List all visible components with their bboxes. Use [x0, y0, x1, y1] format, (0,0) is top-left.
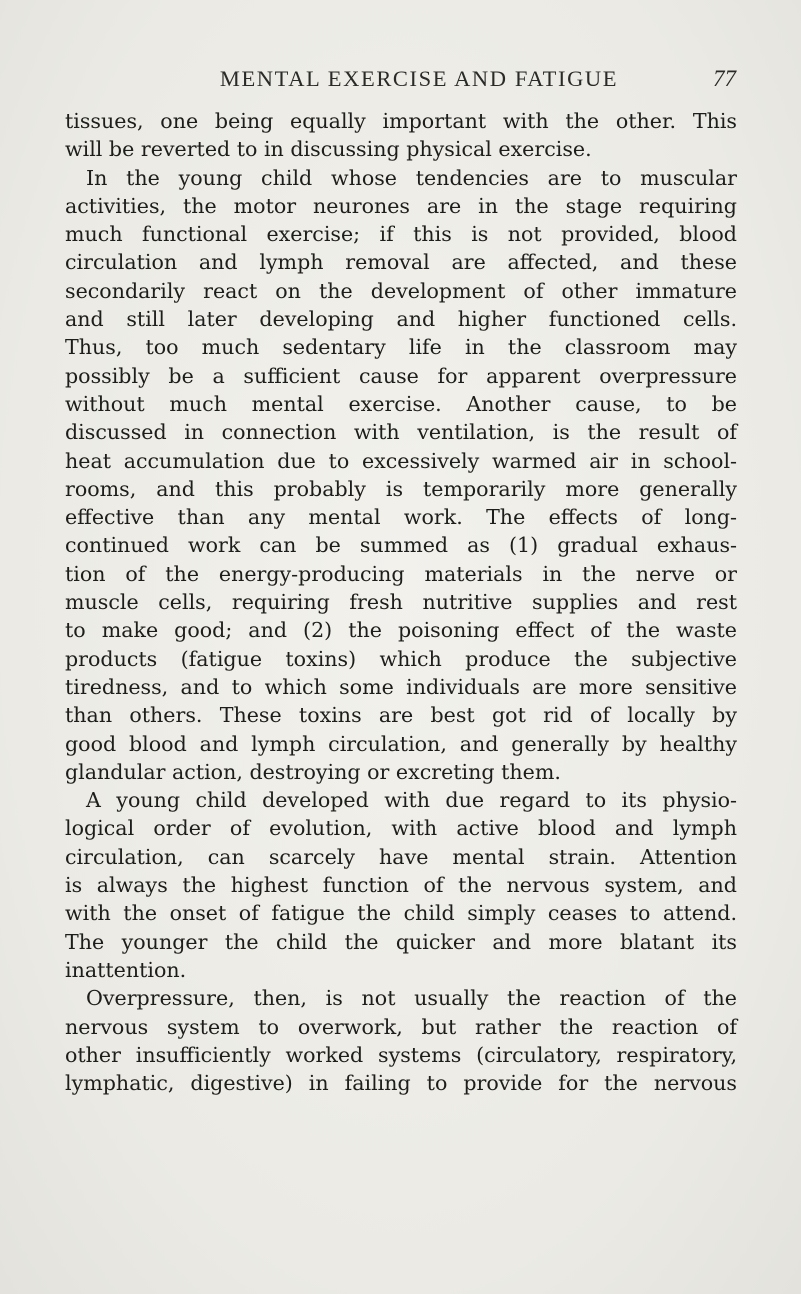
text-line: tion of the energy-producing materials in the nerve or [65, 561, 737, 586]
text-line: continued work can be summed as (1) gradual exhaus- [65, 533, 737, 558]
text-line: nervous system to overwork, but rather the reaction of [65, 1014, 737, 1039]
text-line: good blood and lymph circulation, and generally by healthy [65, 731, 737, 756]
text-line: A young child developed with due regard to its physio- [86, 788, 737, 813]
text-line: heat accumulation due to excessively warmed air in school- [65, 448, 737, 473]
text-line: secondarily react on the development of other immature [65, 278, 737, 303]
text-line: lymphatic, digestive) in failing to provide for the nervous [65, 1071, 737, 1096]
text-line: Overpressure, then, is not usually the reaction of the [86, 986, 737, 1011]
text-line: circulation, can scarcely have mental strain. Attention [65, 844, 737, 869]
text-line: to make good; and (2) the poisoning effect of the waste [65, 618, 737, 643]
text-line: rooms, and this probably is temporarily more generally [65, 476, 737, 501]
text-line: products (fatigue toxins) which produce the subjective [65, 646, 737, 671]
page-number: 77 [713, 66, 736, 91]
text-line: and still later developing and higher functioned cells. [65, 307, 737, 332]
text-line: discussed in connection with ventilation, is the result of [65, 420, 737, 445]
text-line: The younger the child the quicker and more blatant its [65, 929, 737, 954]
text-line: than others. These toxins are best got rid of locally by [65, 703, 737, 728]
running-title: MENTAL EXERCISE AND FATIGUE [219, 66, 619, 91]
text-line: is always the highest function of the nervous system, and [65, 873, 737, 898]
running-head [112, 66, 736, 96]
text-line: glandular action, destroying or excreting them. [65, 759, 561, 784]
text-line: other insufficiently worked systems (circulatory, respiratory, [65, 1042, 737, 1067]
text-line: much functional exercise; if this is not provided, blood [65, 222, 737, 247]
text-line: Thus, too much sedentary life in the classroom may [65, 335, 737, 360]
text-line: logical order of evolution, with active blood and lymph [65, 816, 737, 841]
body-text [65, 107, 737, 1097]
text-line: activities, the motor neurones are in the stage requiring [65, 193, 737, 218]
text-line: without much mental exercise. Another cause, to be [65, 391, 737, 416]
text-line: inattention. [65, 957, 187, 982]
text-line: circulation and lymph removal are affected, and these [65, 250, 737, 275]
text-line: possibly be a sufficient cause for apparent overpressure [65, 363, 737, 388]
text-line: with the onset of fatigue the child simply ceases to attend. [65, 901, 737, 926]
text-line: will be reverted to in discussing physical exercise. [65, 137, 592, 162]
text-line: In the young child whose tendencies are to muscular [86, 165, 737, 190]
text-line: effective than any mental work. The effects of long- [65, 505, 737, 530]
text-line: tissues, one being equally important with the other. This [65, 109, 737, 133]
text-line: muscle cells, requiring fresh nutritive supplies and rest [65, 590, 737, 615]
text-line: tiredness, and to which some individuals are more sensitive [65, 674, 737, 699]
